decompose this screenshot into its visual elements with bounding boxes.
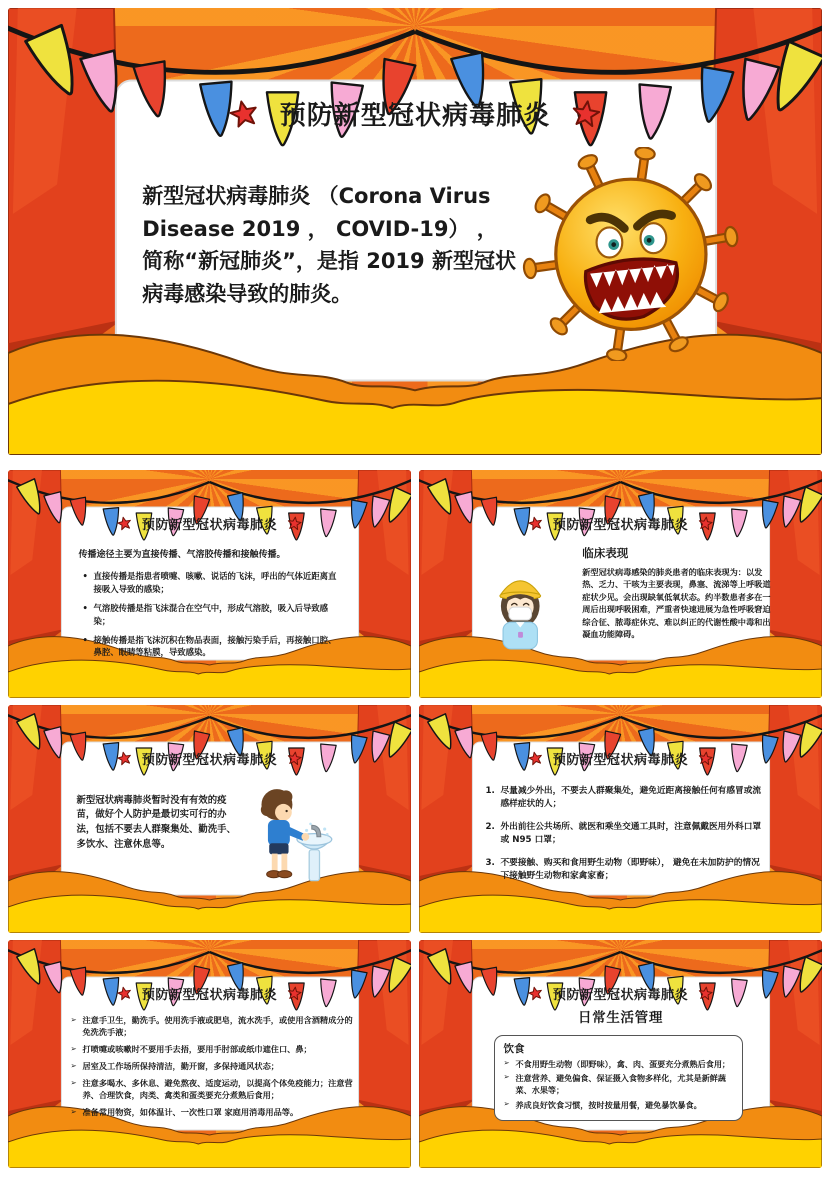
protection-text: 新型冠状病毒肺炎暂时没有有效的疫苗，做好个人防护是最切实可行的办法，包括不要去人群聚集处、勤洗手、多饮水、注意休息等。 [76, 794, 236, 850]
star-icon [526, 515, 544, 533]
slide-6-thumbnail[interactable] [8, 940, 411, 1168]
sink-pedestal [309, 850, 319, 881]
slide-title-row [8, 95, 822, 132]
star-icon [287, 516, 304, 533]
list-item: ➢ 打喷嚏或咳嗽时不要用手去捂，要用手肘部或纸巾遮住口、鼻； [70, 1043, 360, 1055]
star-icon [115, 985, 133, 1003]
star-icon [698, 516, 715, 533]
slide-title: 预防新型冠状病毒肺炎 [552, 988, 689, 1004]
star-icon [526, 750, 544, 768]
star-icon [287, 751, 304, 768]
star-icon [115, 515, 133, 533]
badge [518, 632, 523, 638]
star-icon [226, 96, 261, 131]
list-item: • 气溶胶传播是指飞沫混合在空气中，形成气溶胶，吸入后导致感染； [83, 602, 345, 627]
list-item: • 接触传播是指飞沫沉积在物品表面，接触污染手后，再接触口腔、鼻腔、眼睛等粘膜，导致感染。 [83, 634, 345, 659]
boy-washing-hands-illustration [246, 771, 343, 908]
slide-title-row [419, 984, 822, 1003]
list-item: ➢ 不食用野生动物（即野味），禽、肉、蛋要充分煮熟后食用； [504, 1058, 734, 1070]
section-heading: 临床表现 [582, 546, 629, 561]
star-icon [569, 97, 603, 131]
clinical-description: 新型冠状病毒感染的肺炎患者的临床表现为：以发热、乏力、干咳为主要表现，鼻塞、流涕等上呼吸道症状少见。会出现缺氧低氧状态。约半数患者多在一周后出现呼吸困难，严重者快速进展为急性呼吸窘迫综合征、脓毒症休克、难以纠正的代谢性酸中毒和出凝血功能障碍。 [582, 566, 771, 640]
list-item: 不要接触、购买和食用野生动物（即野味）， 避免在未加防护的情况下接触野生动物和家禽家畜； [500, 857, 760, 882]
slide-title-row [8, 984, 411, 1003]
list-item: ➢ 准备常用物资，如体温计、一次性口罩 家庭用消毒用品等。 [70, 1106, 360, 1118]
slide-title-row [8, 514, 411, 533]
transmission-list [83, 570, 345, 665]
slide-7-thumbnail[interactable] [419, 940, 822, 1168]
intro-text: 新型冠状病毒肺炎 （Corona Virus Disease 2019 ， COVID-19） ，简称“新冠肺炎”，是指 2019 新型冠状病毒感染导致的肺炎。 [142, 184, 516, 306]
slide-title: 预防新型冠状病毒肺炎 [552, 753, 689, 769]
list-item: ➢ 注意多喝水、多休息、避免熬夜、适度运动，以提高个体免疫能力；注意营养、合理饮食，肉类、禽类和蛋类要充分煮熟后食用； [70, 1077, 360, 1102]
list-item: ➢ 注意营养、避免偏食、保证摄入食物多样化，尤其是新鲜蔬菜、水果等； [504, 1072, 734, 1096]
star-icon [526, 985, 544, 1003]
slide-title: 预防新型冠状病毒肺炎 [279, 101, 551, 132]
list-item: ➢ 养成良好饮食习惯，按时按量用餐，避免暴饮暴食。 [504, 1099, 734, 1111]
slide-title: 预防新型冠状病毒肺炎 [552, 518, 689, 534]
slide-2-thumbnail[interactable] [8, 470, 411, 698]
masked-girl-illustration [488, 541, 552, 673]
boy-shoe [277, 871, 291, 878]
face-mask [508, 607, 531, 620]
star-icon [698, 986, 715, 1003]
diet-tips-list [504, 1058, 734, 1112]
star-icon [287, 986, 304, 1003]
list-item: • 直接传播是指患者喷嚏、咳嗽、说话的飞沫，呼出的气体近距离直接吸入导致的感染； [83, 570, 345, 595]
hygiene-tips-list [70, 1014, 360, 1123]
boy-face [275, 804, 292, 821]
boy-shorts [269, 843, 288, 854]
angry-virus-illustration [521, 147, 741, 362]
boy-hand [301, 833, 309, 841]
slide-title-row [8, 749, 411, 768]
slide-title: 预防新型冠状病毒肺炎 [141, 988, 278, 1004]
slide-title: 预防新型冠状病毒肺炎 [141, 518, 278, 534]
list-item: 尽量减少外出，不要去人群聚集处，避免近距离接触任何有感冒或流感样症状的人； [500, 785, 762, 809]
slide-title-row [419, 514, 822, 533]
list-item: ➢ 居室及工作场所保持清洁，勤开窗，多保持通风状态； [70, 1060, 360, 1072]
slide-title: 预防新型冠状病毒肺炎 [141, 753, 278, 769]
transmission-intro: 传播途径主要为直接传播、气溶胶传播和接触传播。 [78, 549, 286, 560]
list-item: 外出前往公共场所、就医和乘坐交通工具时，注意佩戴医用外科口罩或 N95 口罩； [500, 821, 762, 845]
slide-5-thumbnail[interactable] [419, 705, 822, 933]
section-subtitle: 日常生活管理 [577, 1010, 664, 1027]
slide-1-thumbnail[interactable] [8, 8, 822, 455]
diet-heading: 饮食 [503, 1042, 525, 1055]
prevention-numbered-list [485, 785, 763, 893]
diet-box [494, 1035, 744, 1121]
star-icon [698, 751, 715, 768]
slide-3-thumbnail[interactable] [419, 470, 822, 698]
slide-4-thumbnail[interactable] [8, 705, 411, 933]
list-item: ➢ 注意手卫生，勤洗手。使用洗手液或肥皂，流水洗手，或使用含酒精成分的免洗洗手液； [70, 1014, 360, 1039]
star-icon [115, 750, 133, 768]
slide-title-row [419, 749, 822, 768]
